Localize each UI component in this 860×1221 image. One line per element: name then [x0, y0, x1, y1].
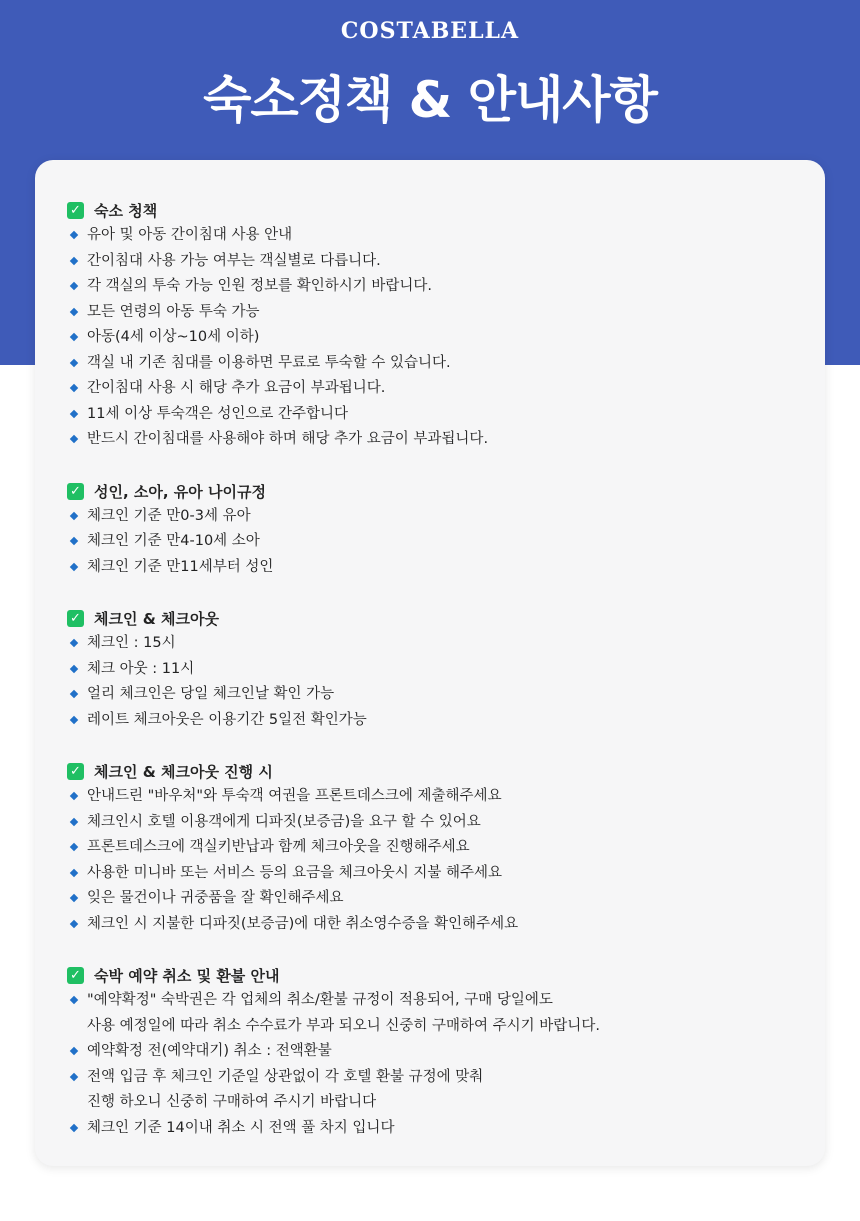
- diamond-bullet-icon: [70, 358, 78, 366]
- policy-section: [67, 606, 787, 733]
- policy-section: [67, 963, 787, 1141]
- section-title: 체크인 & 체크아웃 진행 시: [94, 763, 273, 781]
- diamond-bullet-icon: [70, 1123, 78, 1131]
- diamond-bullet-icon: [70, 537, 78, 545]
- list-item-text: 모든 연령의 아동 투숙 가능: [87, 303, 260, 320]
- diamond-bullet-icon: [70, 996, 78, 1004]
- diamond-bullet-icon: [70, 868, 78, 876]
- diamond-bullet-icon: [70, 231, 78, 239]
- check-icon: ✓: [67, 967, 84, 984]
- list-item-text: 프론트데스크에 객실키반납과 함께 체크아웃을 진행해주세요: [87, 839, 470, 855]
- list-item-text: 아동(4세 이상~10세 이하): [87, 329, 260, 345]
- list-item-text: 체크인 시 지불한 디파짓(보증금)에 대한 취소영수증을 확인해주세요: [87, 915, 519, 932]
- diamond-bullet-icon: [70, 333, 78, 341]
- diamond-bullet-icon: [70, 256, 78, 264]
- list-item-text: 사용한 미니바 또는 서비스 등의 요금을 체크아웃시 지불 해주세요: [87, 864, 503, 881]
- list-item: [67, 1116, 787, 1142]
- list-item: [67, 300, 787, 326]
- list-item: [67, 325, 787, 351]
- check-icon: ✓: [67, 483, 84, 500]
- list-item-text: 체크인시 호텔 이용객에게 디파짓(보증금)을 요구 할 수 있어요: [87, 813, 481, 830]
- list-item-text: 사용 예정일에 따라 취소 수수료가 부과 되오니 신중히 구매하여 주시기 바랍니다.: [87, 1017, 600, 1034]
- check-icon: ✓: [67, 202, 84, 219]
- list-item-text: 체크인 기준 만4-10세 소아: [87, 533, 260, 549]
- section-title: 숙소 청책: [94, 202, 158, 220]
- list-item: [67, 682, 787, 708]
- list-item-text: 각 객실의 투숙 가능 인원 정보를 확인하시기 바랍니다.: [87, 278, 433, 294]
- policy-list: [67, 504, 787, 581]
- diamond-bullet-icon: [70, 435, 78, 443]
- list-item-text: "예약확정" 숙박권은 각 업체의 취소/환불 규정이 적용되어, 구매 당일에도: [87, 992, 553, 1008]
- diamond-bullet-icon: [70, 690, 78, 698]
- list-item: [67, 657, 787, 683]
- list-item-text: 전액 입금 후 체크인 기준일 상관없이 각 호텔 환불 규정에 맞춰: [87, 1068, 484, 1085]
- diamond-bullet-icon: [70, 511, 78, 519]
- check-icon: ✓: [67, 610, 84, 627]
- list-item-text: 체크인 기준 14이내 취소 시 전액 풀 차지 입니다: [87, 1119, 395, 1136]
- check-icon: ✓: [67, 763, 84, 780]
- list-item: [67, 1039, 787, 1065]
- diamond-bullet-icon: [70, 664, 78, 672]
- policy-section: [67, 198, 787, 453]
- section-title: 숙박 예약 취소 및 환불 안내: [94, 967, 280, 985]
- section-header: [67, 963, 787, 988]
- list-item: [67, 249, 787, 275]
- list-item-text: 체크인 기준 만0-3세 유아: [87, 507, 251, 524]
- section-title: 체크인 & 체크아웃: [94, 610, 219, 628]
- list-item-text: 객실 내 기존 침대를 이용하면 무료로 투숙할 수 있습니다.: [87, 354, 451, 371]
- list-item: [67, 886, 787, 912]
- policy-list: [67, 223, 787, 453]
- list-item-text: 11세 이상 투숙객은 성인으로 간주합니다: [87, 405, 348, 422]
- diamond-bullet-icon: [70, 307, 78, 315]
- list-item-text: 진행 하오니 신중히 구매하여 주시기 바랍니다: [87, 1094, 377, 1110]
- brand-name: COSTABELLA: [340, 18, 520, 44]
- policy-list: [67, 784, 787, 937]
- list-item: [67, 810, 787, 836]
- list-item-text: 유아 및 아동 간이침대 사용 안내: [87, 227, 293, 243]
- list-item: [67, 376, 787, 402]
- list-item: [67, 988, 787, 1039]
- policy-section: [67, 479, 787, 581]
- list-item-text: 안내드린 "바우처"와 투숙객 여권을 프론트데스크에 제출해주세요: [87, 788, 502, 804]
- list-item: [67, 631, 787, 657]
- diamond-bullet-icon: [70, 384, 78, 392]
- diamond-bullet-icon: [70, 843, 78, 851]
- list-item-text: 예약확정 전(예약대기) 취소 : 전액환불: [87, 1043, 332, 1059]
- list-item: [67, 784, 787, 810]
- list-item-text: 간이침대 사용 가능 여부는 객실별로 다릅니다.: [87, 252, 381, 269]
- policy-content: [67, 198, 787, 1167]
- diamond-bullet-icon: [70, 1047, 78, 1055]
- diamond-bullet-icon: [70, 409, 78, 417]
- list-item-text: 얼리 체크인은 당일 체크인날 확인 가능: [87, 686, 335, 702]
- list-item: [67, 427, 787, 453]
- policy-list: [67, 631, 787, 733]
- list-item: [67, 529, 787, 555]
- diamond-bullet-icon: [70, 639, 78, 647]
- section-title: 성인, 소아, 유아 나이규정: [94, 482, 266, 501]
- diamond-bullet-icon: [70, 817, 78, 825]
- list-item: [67, 912, 787, 938]
- diamond-bullet-icon: [70, 1072, 78, 1080]
- list-item: [67, 555, 787, 581]
- section-header: [67, 606, 787, 631]
- list-item: [67, 223, 787, 249]
- policy-section: [67, 759, 787, 937]
- list-item: [67, 861, 787, 887]
- list-item-text: 체크인 기준 만11세부터 성인: [87, 558, 274, 575]
- list-item-text: 체크인 : 15시: [87, 635, 176, 651]
- list-item: [67, 835, 787, 861]
- policy-list: [67, 988, 787, 1141]
- list-item: [67, 708, 787, 734]
- diamond-bullet-icon: [70, 562, 78, 570]
- page-title: 숙소정책 & 안내사항: [203, 71, 657, 129]
- list-item: [67, 274, 787, 300]
- list-item: [67, 504, 787, 530]
- diamond-bullet-icon: [70, 792, 78, 800]
- diamond-bullet-icon: [70, 715, 78, 723]
- section-header: [67, 759, 787, 784]
- list-item: [67, 1065, 787, 1116]
- list-item-text: 레이트 체크아웃은 이용기간 5일전 확인가능: [87, 711, 367, 728]
- section-header: [67, 479, 787, 504]
- list-item-text: 잊은 물건이나 귀중품을 잘 확인해주세요: [87, 890, 344, 906]
- list-item-text: 간이침대 사용 시 해당 추가 요금이 부과됩니다.: [87, 380, 386, 396]
- list-item: [67, 402, 787, 428]
- diamond-bullet-icon: [70, 894, 78, 902]
- diamond-bullet-icon: [70, 282, 78, 290]
- list-item: [67, 351, 787, 377]
- diamond-bullet-icon: [70, 919, 78, 927]
- list-item-text: 체크 아웃 : 11시: [87, 660, 195, 677]
- list-item-text: 반드시 간이침대를 사용해야 하며 해당 추가 요금이 부과됩니다.: [87, 431, 489, 447]
- section-header: [67, 198, 787, 223]
